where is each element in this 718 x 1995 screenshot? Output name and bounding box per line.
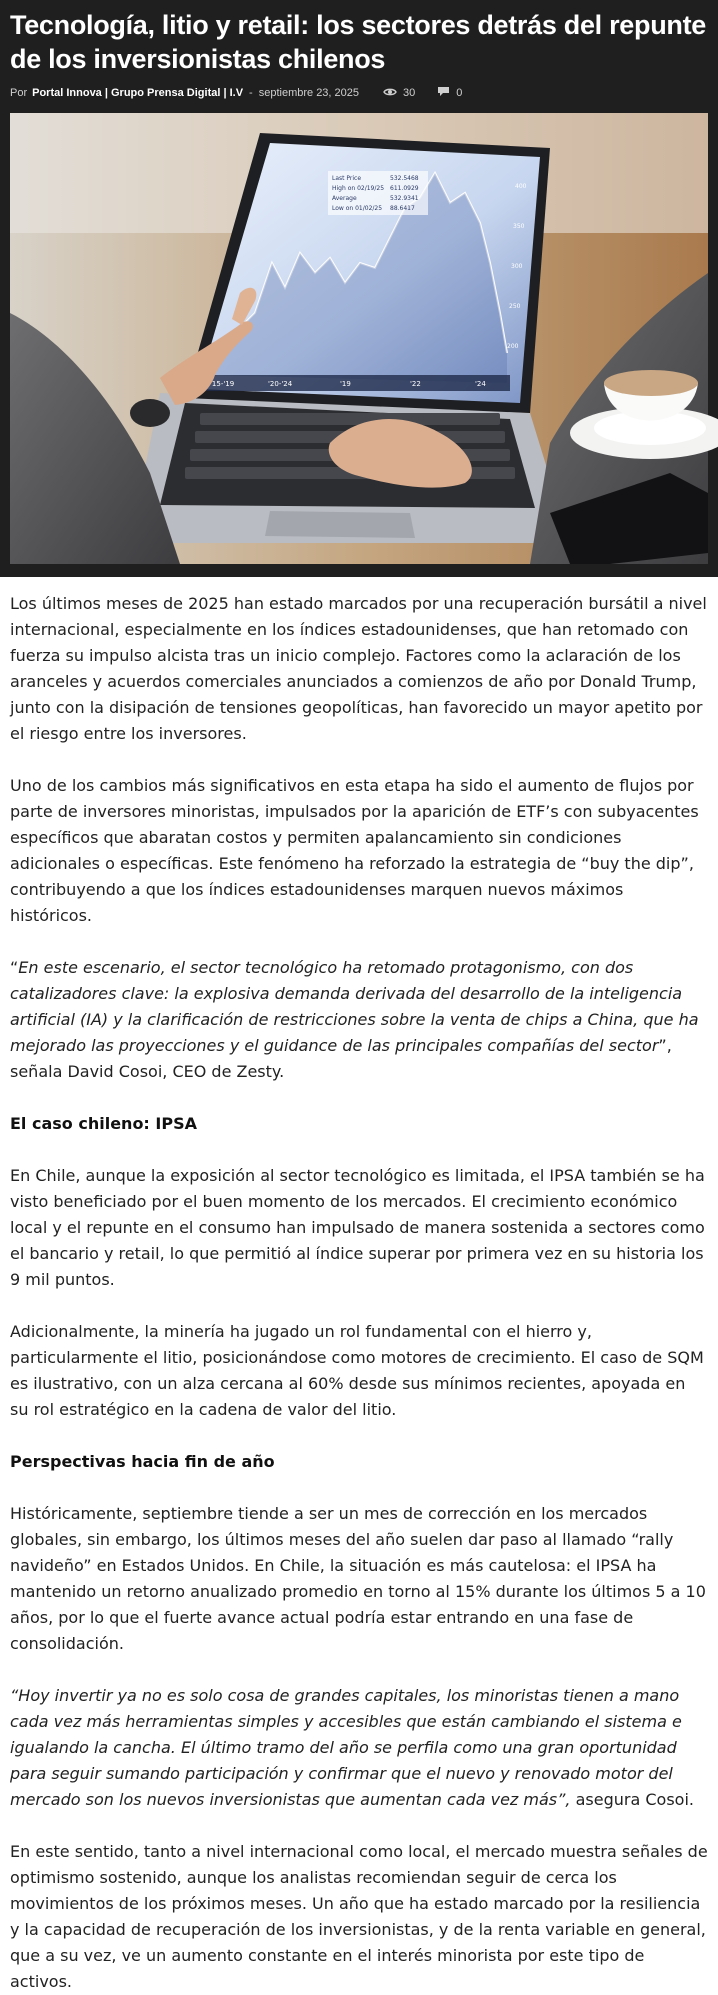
paragraph-5: Históricamente, septiembre tiende a ser un mes de corrección en los mercados globales, sin embargo, los últimos meses del año suelen dar paso al llamado “rally navideño” en Estados Unidos. En Chile, la situación es más cautelosa: el IPSA ha mantenido un retorno anualizado promedio en torno al 15% durante los últimos 5 a 10 años, por lo que el fuerte avance actual podría estar entrando en una fase de consolidación. bbox=[10, 1504, 706, 1653]
svg-text:250: 250 bbox=[509, 303, 521, 310]
quote-2-attribution: asegura Cosoi. bbox=[570, 1790, 694, 1809]
quote-1-attribution: ”, señala David Cosoi, CEO de Zesty. bbox=[10, 1036, 672, 1081]
article-meta bbox=[10, 79, 708, 107]
svg-text:88.6417: 88.6417 bbox=[390, 205, 415, 212]
comments-count[interactable]: 0 bbox=[456, 87, 463, 99]
svg-text:Last Price: Last Price bbox=[332, 175, 362, 182]
svg-text:532.9341: 532.9341 bbox=[390, 195, 419, 202]
svg-text:350: 350 bbox=[513, 223, 525, 230]
article-title: Tecnología, litio y retail: los sectores detrás del repunte de los inversionistas chilenos bbox=[10, 10, 706, 74]
views-count: 30 bbox=[403, 87, 416, 99]
paragraph-6: En este sentido, tanto a nivel internacional como local, el mercado muestra señales de optimismo sostenido, aunque los analistas recomiendan seguir de cerca los movimientos de los próximos meses. Un año que ha estado marcado por la resiliencia y la capacidad de recuperación de los inversionistas, y de la renta variable en general, que a su vez, ve un aumento constante en el interés minorista por este tipo de activos. bbox=[10, 1842, 708, 1991]
by-label: Por bbox=[10, 87, 28, 99]
paragraph-4: Adicionalmente, la minería ha jugado un rol fundamental con el hierro y, particularmente el litio, posicionándose como motores de crecimiento. El caso de SQM es ilustrativo, con un alza cercana al 60% desde sus mínimos recientes, apoyada en su rol estratégico en la cadena de valor del litio. bbox=[10, 1322, 704, 1419]
svg-text:'20-'24: '20-'24 bbox=[268, 380, 293, 388]
paragraph-3: En Chile, aunque la exposición al sector tecnológico es limitada, el IPSA también se ha visto beneficiado por el buen momento de los mercados. El crecimiento económico local y el repunte en el consumo han impulsado de manera sostenida a sectores como el bancario y retail, lo que permitió al índice superar por primera vez en su historia los 9 mil puntos. bbox=[10, 1166, 705, 1289]
svg-text:High on 02/19/25: High on 02/19/25 bbox=[332, 185, 385, 192]
svg-text:'24: '24 bbox=[475, 380, 486, 388]
svg-text:611.0929: 611.0929 bbox=[390, 185, 419, 192]
quote-1-open: “ bbox=[10, 958, 19, 977]
heading-ipsa: El caso chileno: IPSA bbox=[10, 1114, 197, 1133]
svg-text:400: 400 bbox=[515, 183, 527, 190]
quote-2-text: “Hoy invertir ya no es solo cosa de grandes capitales, los minoristas tienen a mano cada vez más herramientas simples y accesibles que están cambiando el sistema e igualando la cancha. El último tramo del año se perfila como una gran oportunidad para seguir sumando participación y confirmar que el nuevo y renovado motor del mercado son los nuevos inversionistas que aumentan cada vez más”, bbox=[10, 1686, 682, 1809]
svg-text:300: 300 bbox=[511, 263, 523, 270]
quote-1 bbox=[10, 955, 708, 1085]
svg-text:'22: '22 bbox=[410, 380, 421, 388]
meta-separator: - bbox=[249, 87, 253, 99]
eye-icon bbox=[383, 87, 397, 100]
heading-perspectivas: Perspectivas hacia fin de año bbox=[10, 1452, 275, 1471]
svg-text:200: 200 bbox=[507, 343, 519, 350]
svg-text:'15-'19: '15-'19 bbox=[210, 380, 235, 388]
quote-2 bbox=[10, 1683, 708, 1813]
quote-1-text: En este escenario, el sector tecnológico ha retomado protagonismo, con dos catalizadores clave: la explosiva demanda derivada del desarrollo de la inteligencia artificial (IA) y la clarificación de restricciones sobre la venta de chips a China, que ha mejorado las proyecciones y el guidance de las principales compañías del sector bbox=[10, 958, 699, 1055]
author-link[interactable]: Portal Innova | Grupo Prensa Digital | I.V bbox=[32, 87, 244, 99]
svg-text:Average: Average bbox=[332, 195, 357, 202]
hero-image bbox=[10, 113, 708, 564]
laptop-trading-illustration bbox=[10, 113, 708, 564]
svg-text:532.5468: 532.5468 bbox=[390, 175, 419, 182]
comment-icon[interactable] bbox=[437, 86, 450, 100]
svg-text:Low on 01/02/25: Low on 01/02/25 bbox=[332, 205, 383, 212]
article-body bbox=[0, 577, 718, 1995]
publish-date: septiembre 23, 2025 bbox=[258, 87, 360, 99]
svg-text:'19: '19 bbox=[340, 380, 351, 388]
paragraph-1: Los últimos meses de 2025 han estado marcados por una recuperación bursátil a nivel internacional, especialmente en los índices estadounidenses, que han retomado con fuerza su impulso alcista tras un inicio complejo. Factores como la aclaración de los aranceles y acuerdos comerciales anunciados a comienzos de año por Donald Trump, junto con la disipación de tensiones geopolíticas, han favorecido un mayor apetito por el riesgo entre los inversores. bbox=[10, 594, 707, 743]
paragraph-2: Uno de los cambios más significativos en esta etapa ha sido el aumento de flujos por parte de inversores minoristas, impulsados por la aparición de ETF’s con subyacentes específicos que abaratan costos y permiten apalancamiento sin condiciones adicionales o específicas. Este fenómeno ha reforzado la estrategia de “buy the dip”, contribuyendo a que los índices estadounidenses marquen nuevos máximos históricos. bbox=[10, 776, 699, 925]
article-header bbox=[0, 0, 718, 577]
